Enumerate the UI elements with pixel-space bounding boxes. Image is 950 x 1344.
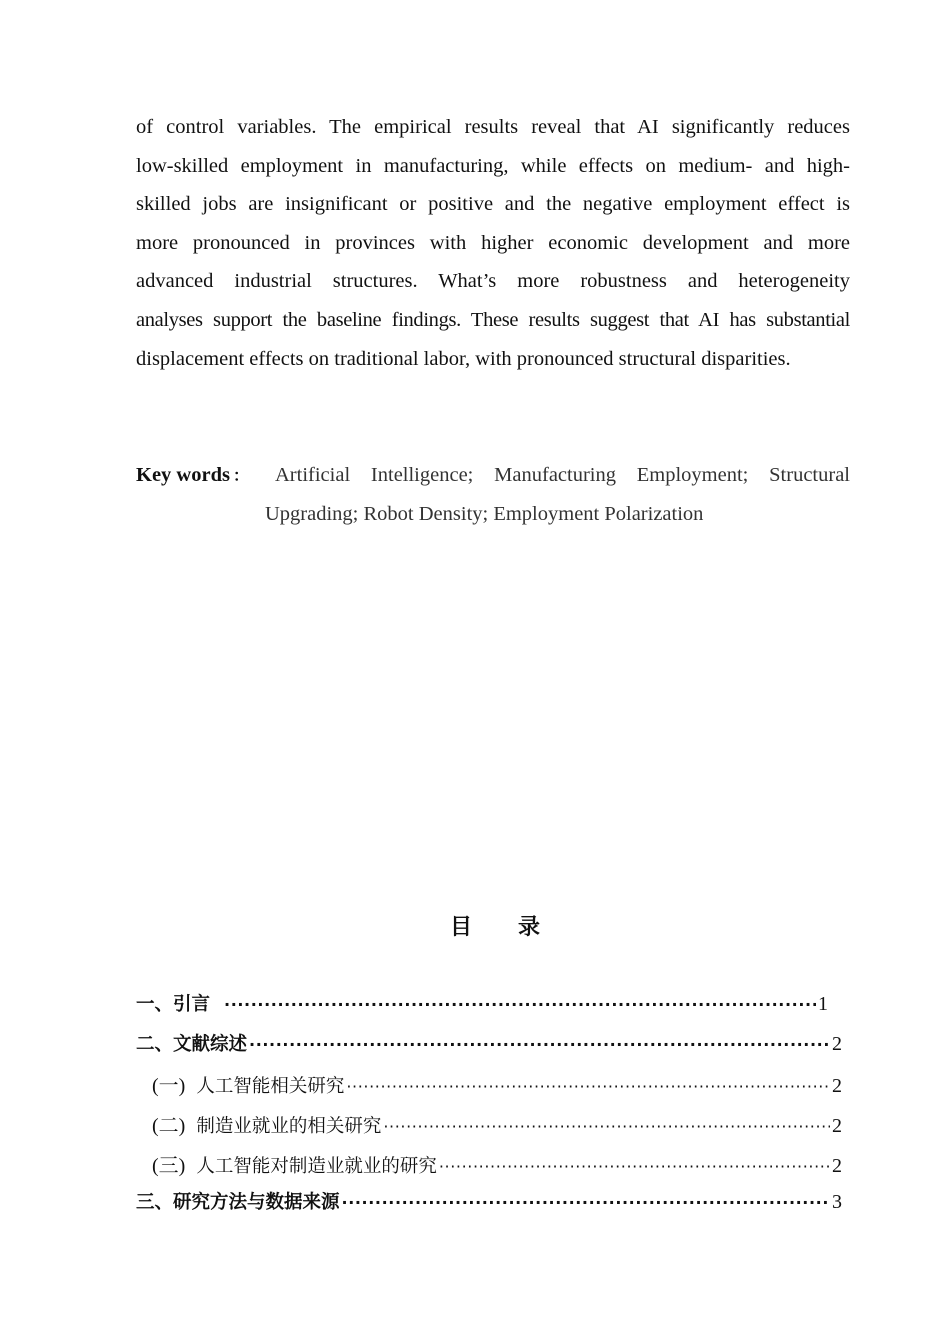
toc-entry-ai-on-manufacturing-employment[interactable] bbox=[136, 1149, 842, 1189]
toc-entry-label: 三、研究方法与数据来源 bbox=[136, 1192, 340, 1214]
toc-page-number: 2 bbox=[832, 1075, 842, 1098]
abstract-line: of control variables. The empirical results reveal that AI significantly reduces bbox=[136, 116, 850, 138]
keywords-label: Key words bbox=[136, 464, 230, 486]
toc-leader-dots bbox=[383, 1117, 830, 1136]
toc-page-number: 2 bbox=[832, 1032, 842, 1055]
toc-leader-dots bbox=[224, 995, 816, 1014]
toc-page-number: 2 bbox=[832, 1154, 842, 1177]
toc-entry-number: (三) bbox=[152, 1154, 186, 1177]
toc-page-number: 1 bbox=[818, 993, 828, 1015]
toc-entry-label: 人工智能对制造业就业的研究 bbox=[196, 1155, 437, 1177]
keywords-colon: ： bbox=[232, 468, 249, 485]
toc-entry-manufacturing-employment-research[interactable] bbox=[136, 1109, 842, 1149]
abstract-paragraph bbox=[136, 108, 850, 378]
table-of-contents bbox=[136, 990, 842, 1228]
toc-leader-dots bbox=[346, 1077, 830, 1096]
toc-entry-methods-and-data[interactable] bbox=[136, 1188, 842, 1228]
toc-entry-label: 制造业就业的相关研究 bbox=[196, 1116, 382, 1138]
keywords-block bbox=[136, 456, 850, 534]
toc-entry-label: 二、文献综述 bbox=[136, 1033, 248, 1055]
abstract-line: advanced industrial structures. What’s more robustness and heterogeneity bbox=[136, 270, 850, 293]
abstract-line: displacement effects on traditional labor, with pronounced structural disparities. bbox=[136, 347, 791, 370]
toc-entry-ai-research[interactable] bbox=[136, 1069, 842, 1109]
toc-leader-dots bbox=[342, 1193, 830, 1212]
toc-entry-number: (二) bbox=[152, 1115, 186, 1138]
toc-title-char-1: 目 bbox=[449, 915, 472, 940]
keywords-line-2: Upgrading; Robot Density; Employment Polarization bbox=[265, 503, 704, 525]
toc-entry-introduction[interactable] bbox=[136, 990, 828, 1030]
keywords-label-group bbox=[136, 456, 275, 495]
toc-entry-label: 一、引言 bbox=[136, 994, 211, 1015]
toc-leader-dots bbox=[249, 1035, 830, 1054]
toc-entry-label: 人工智能相关研究 bbox=[196, 1076, 345, 1098]
toc-entry-number: (一) bbox=[152, 1075, 186, 1098]
toc-title bbox=[0, 910, 950, 941]
toc-page-number: 3 bbox=[832, 1191, 842, 1214]
abstract-line: skilled jobs are insignificant or positive and the negative employment effect is bbox=[136, 193, 850, 216]
abstract-line: analyses support the baseline findings. These results suggest that AI has substantial bbox=[136, 308, 850, 331]
keywords-line-1: Artificial Intelligence; Manufacturing Employment; Structural bbox=[275, 464, 850, 486]
toc-title-char-2: 录 bbox=[518, 915, 541, 940]
toc-page-number: 2 bbox=[832, 1115, 842, 1138]
abstract-line: low-skilled employment in manufacturing, while effects on medium- and high- bbox=[136, 154, 850, 177]
toc-entry-literature-review[interactable] bbox=[136, 1030, 842, 1070]
toc-leader-dots bbox=[439, 1157, 830, 1176]
abstract-line: more pronounced in provinces with higher economic development and more bbox=[136, 231, 850, 254]
